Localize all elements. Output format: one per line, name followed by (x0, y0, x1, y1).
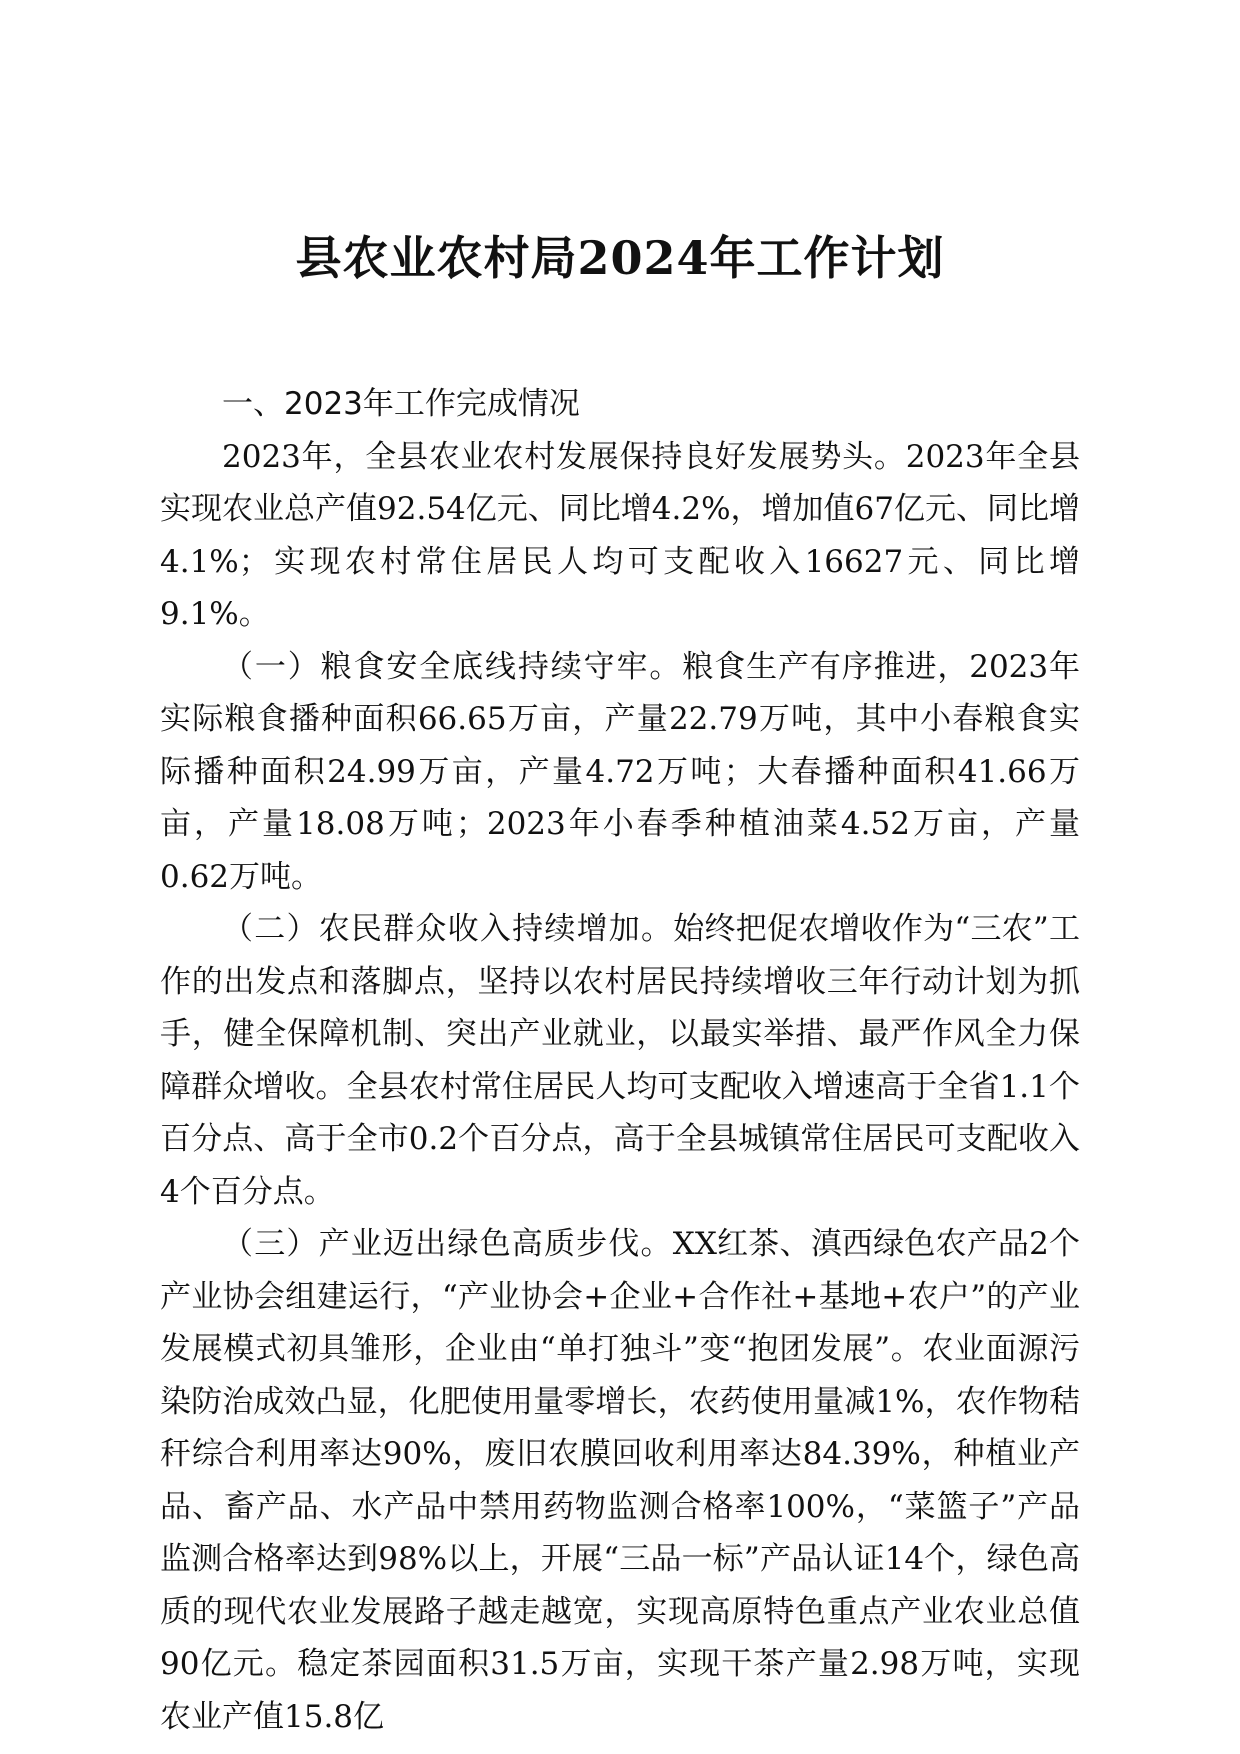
subsection-paragraph-2 (160, 903, 1080, 1218)
subsection-heading-2: （二）农民群众收入持续增加。 (222, 911, 674, 947)
subsection-text-2: 始终把促农增收作为“三农”工作的出发点和落脚点，坚持以农村居民持续增收三年行动计划为抓手，健全保障机制、突出产业就业，以最实举措、最严作风全力保障群众增收。全县农村常住居民人均可支配收入增速高于全省1.1个百分点、高于全市0.2个百分点，高于全县城镇常住居民可支配收入4个百分点。 (160, 911, 1080, 1210)
document-title: 县农业农村局2024年工作计划 (295, 231, 945, 285)
subsection-heading-1: （一）粮食安全底线持续守牢。 (222, 648, 683, 685)
subsection-text-3: XX红茶、滇西绿色农产品2个产业协会组建运行，“产业协会+企业+合作社+基地+农户”的产业发展模式初具雏形，企业由“单打独斗”变“抱团发展”。农业面源污染防治成效凸显，化肥使用量零增长，农药使用量减1%，农作物秸秆综合利用率达90%，废旧农膜回收利用率达84.39%，种植业产品、畜产品、水产品中禁用药物监测合格率100%，“菜篮子”产品监测合格率达到98%以上，开展“三品一标”产品认证14个，绿色高质的现代农业发展路子越走越宽，实现高原特色重点产业农业总值90亿元。稳定茶园面积31.5万亩，实现干茶产量2.98万吨，实现农业产值15.8亿 (160, 1226, 1080, 1735)
subsection-paragraph-3 (160, 1218, 1080, 1743)
intro-paragraph: 2023年，全县农业农村发展保持良好发展势头。2023年全县实现农业总产值92.54亿元、同比增4.2%，增加值67亿元、同比增4.1%；实现农村常住居民人均可支配收入16627元、同比增9.1%。 (160, 438, 1080, 632)
section-heading: 一、2023年工作完成情况 (222, 386, 580, 422)
subsection-text-1: 粮食生产有序推进，2023年实际粮食播种面积66.65万亩，产量22.79万吨，其中小春粮食实际播种面积24.99万亩，产量4.72万吨；大春播种面积41.66万亩，产量18.08万吨；2023年小春季种植油菜4.52万亩，产量0.62万吨。 (160, 648, 1080, 895)
document-body (160, 378, 1080, 1743)
subsection-paragraph-1 (160, 641, 1080, 904)
subsection-heading-3: （三）产业迈出绿色高质步伐。 (222, 1226, 673, 1262)
